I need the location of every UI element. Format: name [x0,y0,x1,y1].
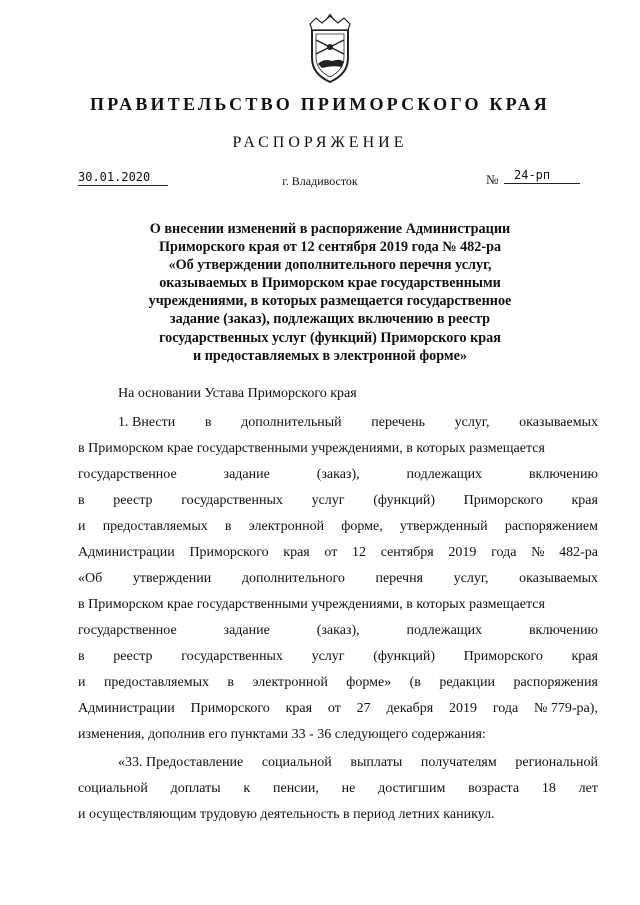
word: к [243,781,251,796]
word: декабря [386,701,434,716]
word: в [78,493,85,508]
word: не [341,781,356,796]
word: «Об [78,571,103,586]
word: Администрации [78,701,175,716]
word: (функций) [373,493,436,508]
text-line [78,540,598,566]
word: распоряжением [504,519,598,534]
word: № 779-ра), [534,701,598,716]
text-line [78,776,598,802]
word: подлежащих [406,623,483,638]
coat-of-arms-icon [302,14,358,86]
text-line [78,592,598,618]
text-line [78,644,598,670]
word: государственное [78,467,177,482]
text-line [78,722,598,748]
word: в [224,519,232,534]
word: Приморского [189,545,269,560]
word: электронной [252,675,328,690]
word: услуг, [453,571,489,586]
word: 27 [356,701,371,716]
word: в [204,415,212,430]
word: оказываемых [519,415,598,430]
basis-line: На основании Устава Приморского края [118,386,357,401]
subject-line: государственных услуг (функций) Приморского края [159,329,501,346]
word: получателям [420,755,497,770]
word: региональной [515,755,598,770]
word: дополнительный [241,415,342,430]
word: перечня [375,571,424,586]
word: государственных [181,493,283,508]
text-line [78,802,598,828]
word: подлежащих [406,467,483,482]
word: (заказ), [316,467,360,482]
word: утверждении [132,571,212,586]
text-line [78,462,598,488]
word: возраста [468,781,520,796]
subject-line: задание (заказ), подлежащих включению в реестр [169,311,491,328]
paragraph-2 [78,750,598,828]
word: форме, [341,519,383,534]
government-title: ПРАВИТЕЛЬСТВО ПРИМОРСКОГО КРАЯ [90,94,550,114]
text-line [78,436,598,462]
subject-line: Приморского края от 12 сентября 2019 года № 482-ра [158,239,502,256]
word: 12 [352,545,367,560]
document-subject [110,220,550,365]
word: распоряжения [513,675,598,690]
word: Приморского [190,701,270,716]
word: выплаты [350,755,403,770]
word: реестр [113,649,153,664]
number-sign: № [486,172,499,187]
word: социальной [261,755,332,770]
word: сентября [380,545,434,560]
word: реестр [113,493,153,508]
word: края [571,649,598,664]
word: 482-ра [559,545,598,560]
word: и [78,675,86,690]
paragraph-1 [78,410,598,748]
word: края [285,701,313,716]
word: изменения, дополнив его пунктами 33 - 36 следующего содержания: [78,727,486,742]
word: лет [578,781,598,796]
text-line [78,750,598,776]
document-date: 30.01.2020 [78,170,168,186]
word: 1. Внести [118,415,176,430]
word: Приморского [463,649,543,664]
word: в [227,675,235,690]
word: социальной [78,781,148,796]
word: форме» [346,675,392,690]
word: пенсии, [272,781,319,796]
word: «33. Предоставление [118,755,244,770]
word: (заказ), [316,623,360,638]
word: задание [223,467,270,482]
word: края [283,545,310,560]
word: предоставляемых [103,675,209,690]
word: услуг [311,649,345,664]
word: от [324,545,338,560]
document-city: г. Владивосток [282,174,358,188]
word: (в [409,675,421,690]
word: № [531,545,545,560]
word: и [78,519,86,534]
word: электронной [248,519,325,534]
word: оказываемых [519,571,598,586]
word: включению [528,467,598,482]
word: в Приморском крае государственными учреждениями, в которых размещается [78,597,545,612]
word: края [571,493,598,508]
document-type: РАСПОРЯЖЕНИЕ [232,134,408,151]
word: государственное [78,623,177,638]
word: перечень [371,415,425,430]
word: 2019 [448,545,477,560]
text-line [78,488,598,514]
subject-line: «Об утверждении дополнительного перечня услуг, [168,257,492,274]
text-line [78,514,598,540]
text-line [78,618,598,644]
word: задание [223,623,270,638]
word: Приморского [463,493,543,508]
text-line [78,410,598,436]
word: в [78,649,85,664]
word: предоставляемых [102,519,208,534]
word: и осуществляющим трудовую деятельность в период летних каникул. [78,807,495,822]
word: 18 [541,781,556,796]
text-line [78,670,598,696]
word: 2019 [449,701,478,716]
document-number: 24-рп [504,168,580,184]
subject-line: и предоставляемых в электронной форме» [193,347,467,364]
word: достигшим [378,781,446,796]
word: года [491,545,517,560]
word: (функций) [373,649,436,664]
word: утвержденный [399,519,488,534]
subject-line: оказываемых в Приморском крае государственными [159,275,501,292]
word: в Приморском крае государственными учреждениями, в которых размещается [78,441,545,456]
word: от [327,701,341,716]
word: года [492,701,519,716]
word: дополнительного [241,571,345,586]
word: редакции [439,675,496,690]
word: доплаты [170,781,221,796]
word: Администрации [78,545,175,560]
word: государственных [181,649,283,664]
subject-line: О внесении изменений в распоряжение Администрации [149,221,511,237]
word: услуг [311,493,345,508]
text-line [78,696,598,722]
text-line [78,566,598,592]
subject-line: учреждениями, в которых размещается государственное [148,293,512,310]
word: включению [528,623,598,638]
word: услуг, [454,415,490,430]
